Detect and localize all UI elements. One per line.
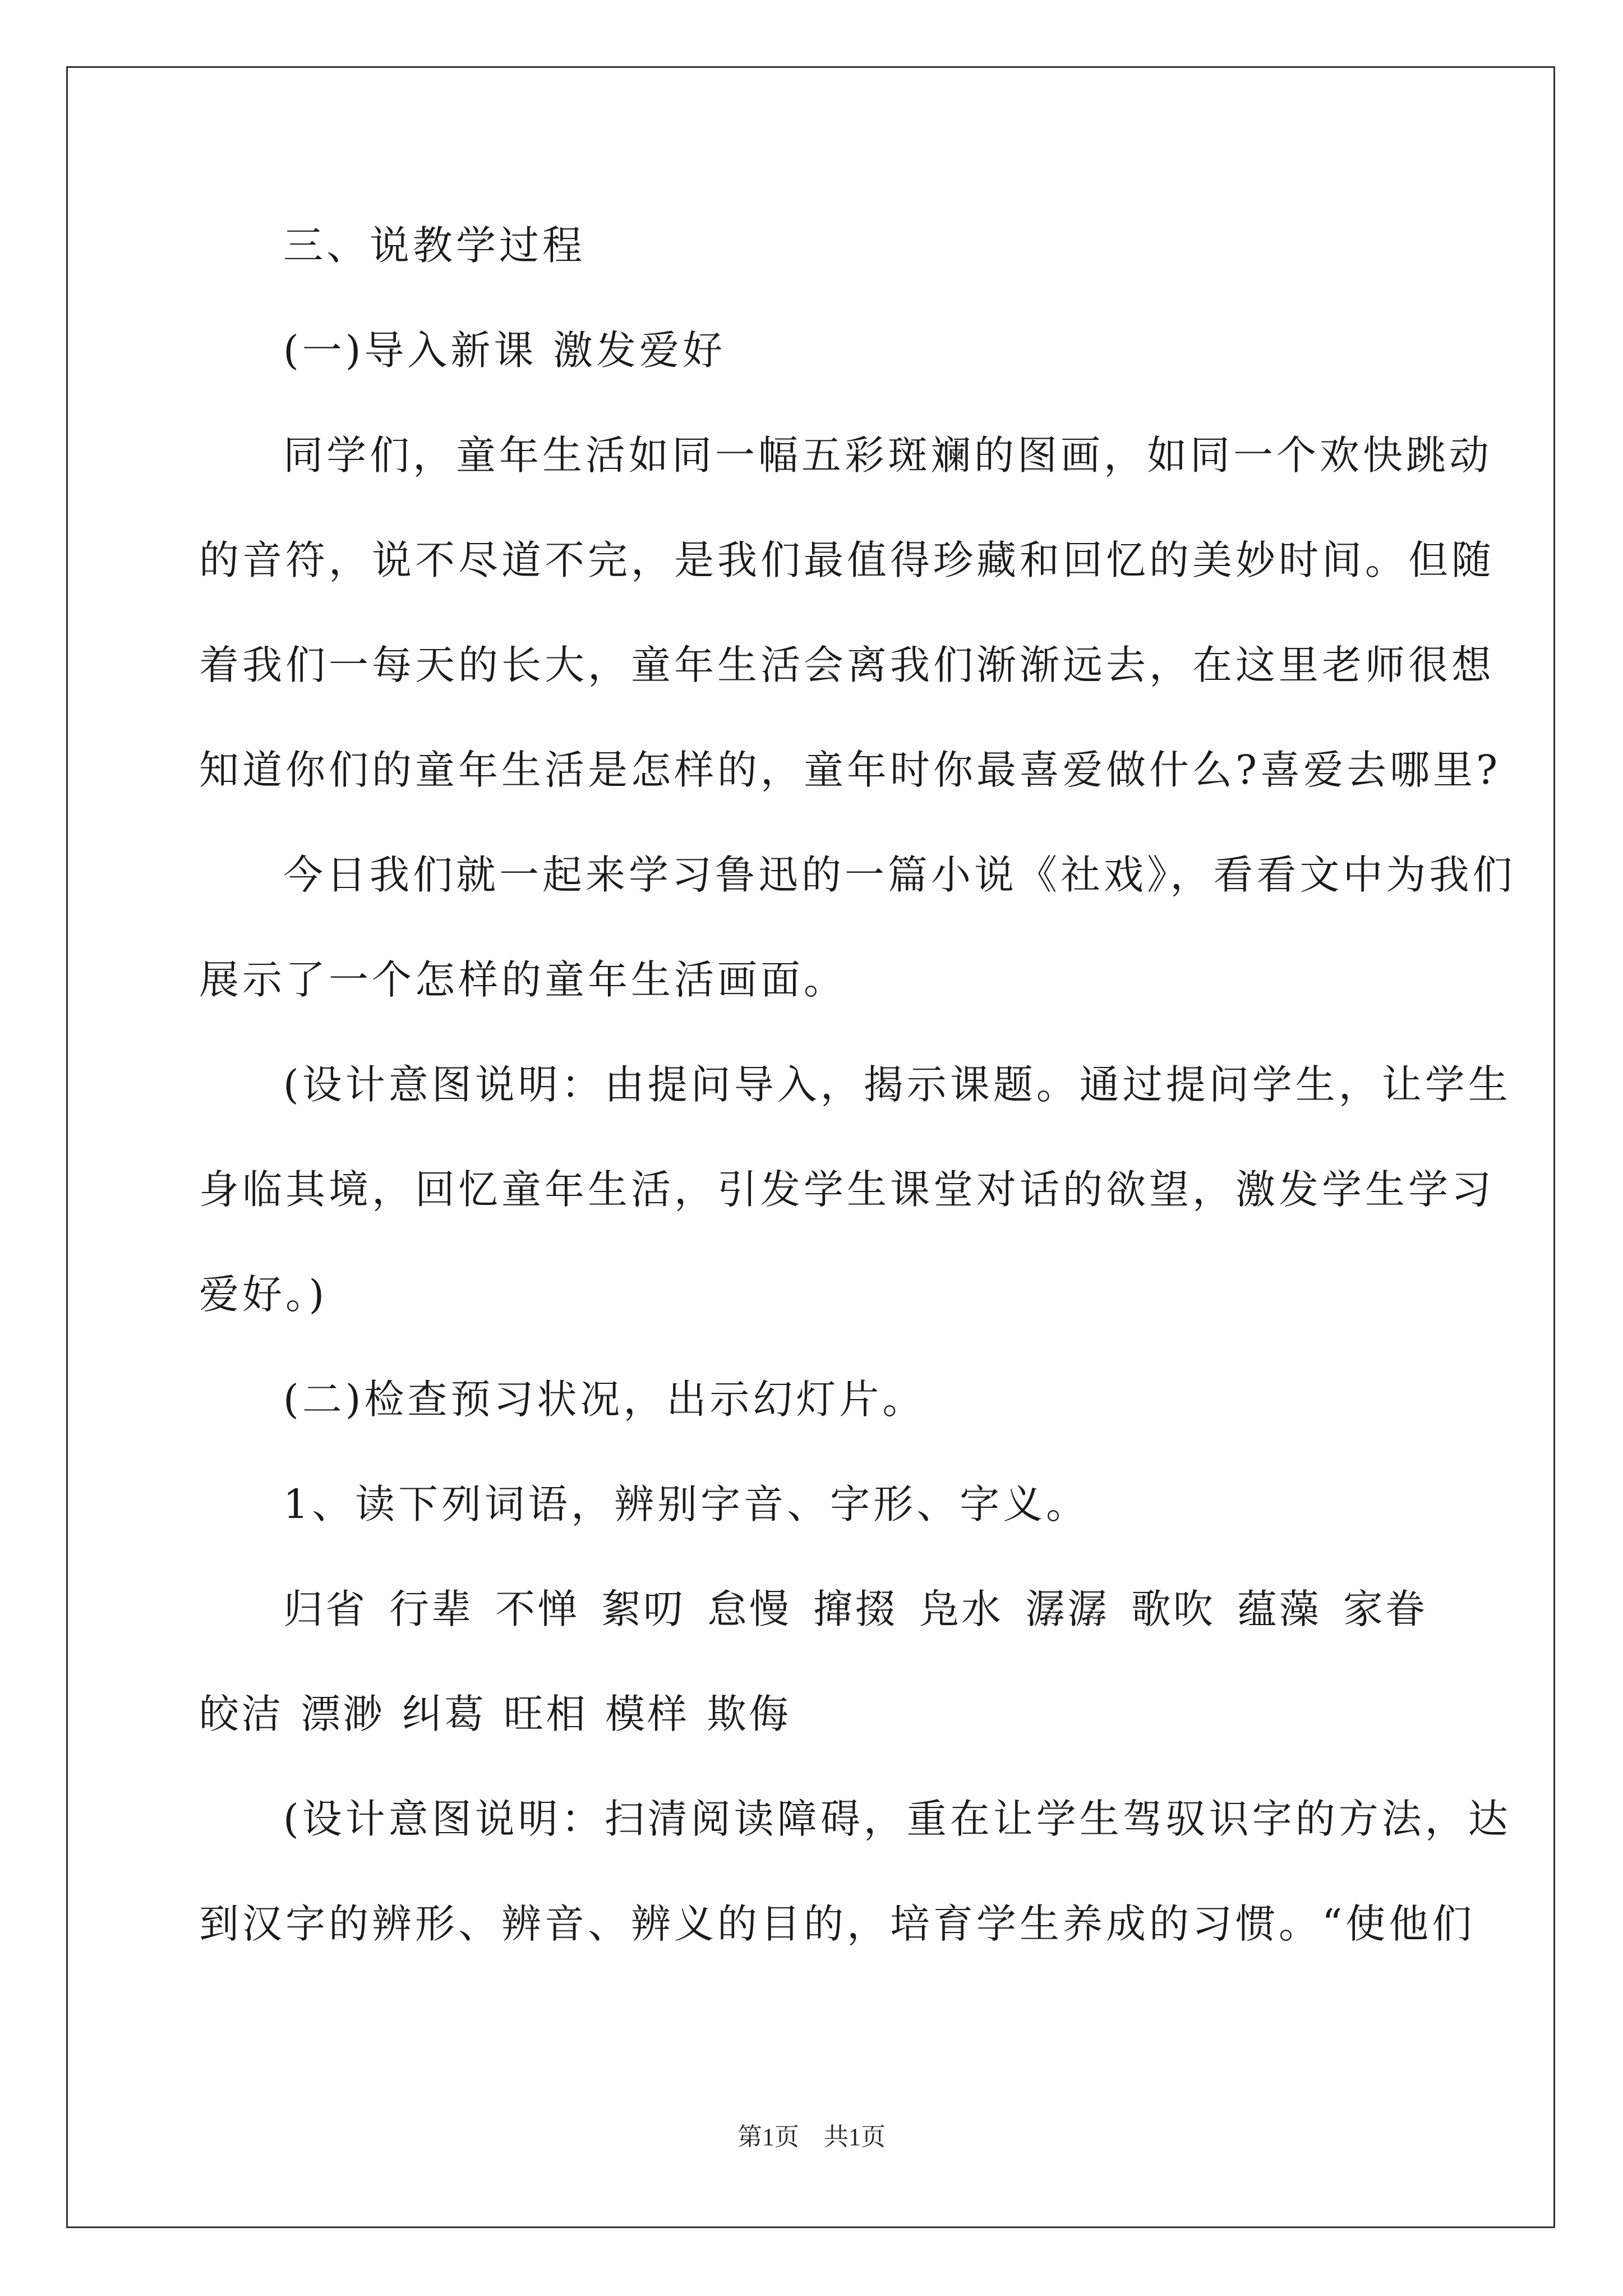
paragraph-line: 的音符，说不尽道不完，是我们最值得珍藏和回忆的美妙时间。但随	[199, 537, 1495, 583]
vocab-word: 凫水	[919, 1586, 1003, 1632]
page-footer: 第1页 共1页	[737, 2123, 886, 2151]
vocab-word: 歌吹	[1131, 1586, 1215, 1632]
task-instruction: 1、读下列词语，辨别字音、字形、字义。	[283, 1481, 1090, 1527]
paragraph-line: 同学们，童年生活如同一幅五彩斑斓的图画，如同一个欢快跳动	[283, 432, 1493, 478]
vocab-word: 皎洁	[199, 1691, 284, 1737]
paragraph-line: 展示了一个怎样的童年生活画面。	[199, 956, 847, 1003]
vocab-word: 不惮	[495, 1586, 579, 1632]
vocab-word: 行辈	[389, 1586, 473, 1632]
paragraph-line: 着我们一每天的长大，童年生活会离我们渐渐远去，在这里老师很想	[199, 642, 1495, 688]
subheading-import-lesson: (一)导入新课 激发爱好	[283, 327, 726, 374]
design-note-line: 身临其境，回忆童年生活，引发学生课堂对话的欲望，激发学生学习	[199, 1166, 1495, 1213]
paragraph-line: 今日我们就一起来学习鲁迅的一篇小说《社戏》，看看文中为我们	[283, 852, 1516, 898]
vocab-word: 欺侮	[706, 1691, 791, 1737]
design-note-line: (设计意图说明：扫清阅读障碍，重在让学生驾驭识字的方法，达	[283, 1796, 1511, 1842]
design-note-line: 到汉字的辨形、辨音、辨义的目的，培育学生养成的习惯。“使他们	[199, 1901, 1476, 1947]
section-heading: 三、说教学过程	[283, 222, 586, 269]
vocabulary-row	[199, 1687, 791, 1741]
vocab-word: 模样	[605, 1691, 689, 1737]
design-note-line: 爱好。)	[199, 1271, 328, 1318]
paragraph-line: 知道你们的童年生活是怎样的，童年时你最喜爱做什么?喜爱去哪里?	[199, 747, 1501, 793]
vocab-word: 家眷	[1343, 1586, 1427, 1632]
vocab-word: 漂渺	[300, 1691, 385, 1737]
vocab-word: 归省	[283, 1586, 368, 1632]
vocab-word: 絮叨	[601, 1586, 685, 1632]
vocab-word: 旺相	[503, 1691, 588, 1737]
vocabulary-row	[283, 1582, 1427, 1636]
design-note-line: (设计意图说明：由提问导入，揭示课题。通过提问学生，让学生	[283, 1061, 1511, 1108]
subheading-check-preview: (二)检查预习状况，出示幻灯片。	[283, 1376, 926, 1423]
vocab-word: 潺潺	[1025, 1586, 1109, 1632]
vocab-word: 纠葛	[402, 1691, 486, 1737]
vocab-word: 蕴藻	[1237, 1586, 1321, 1632]
vocab-word: 怠慢	[707, 1586, 791, 1632]
vocab-word: 撺掇	[813, 1586, 897, 1632]
